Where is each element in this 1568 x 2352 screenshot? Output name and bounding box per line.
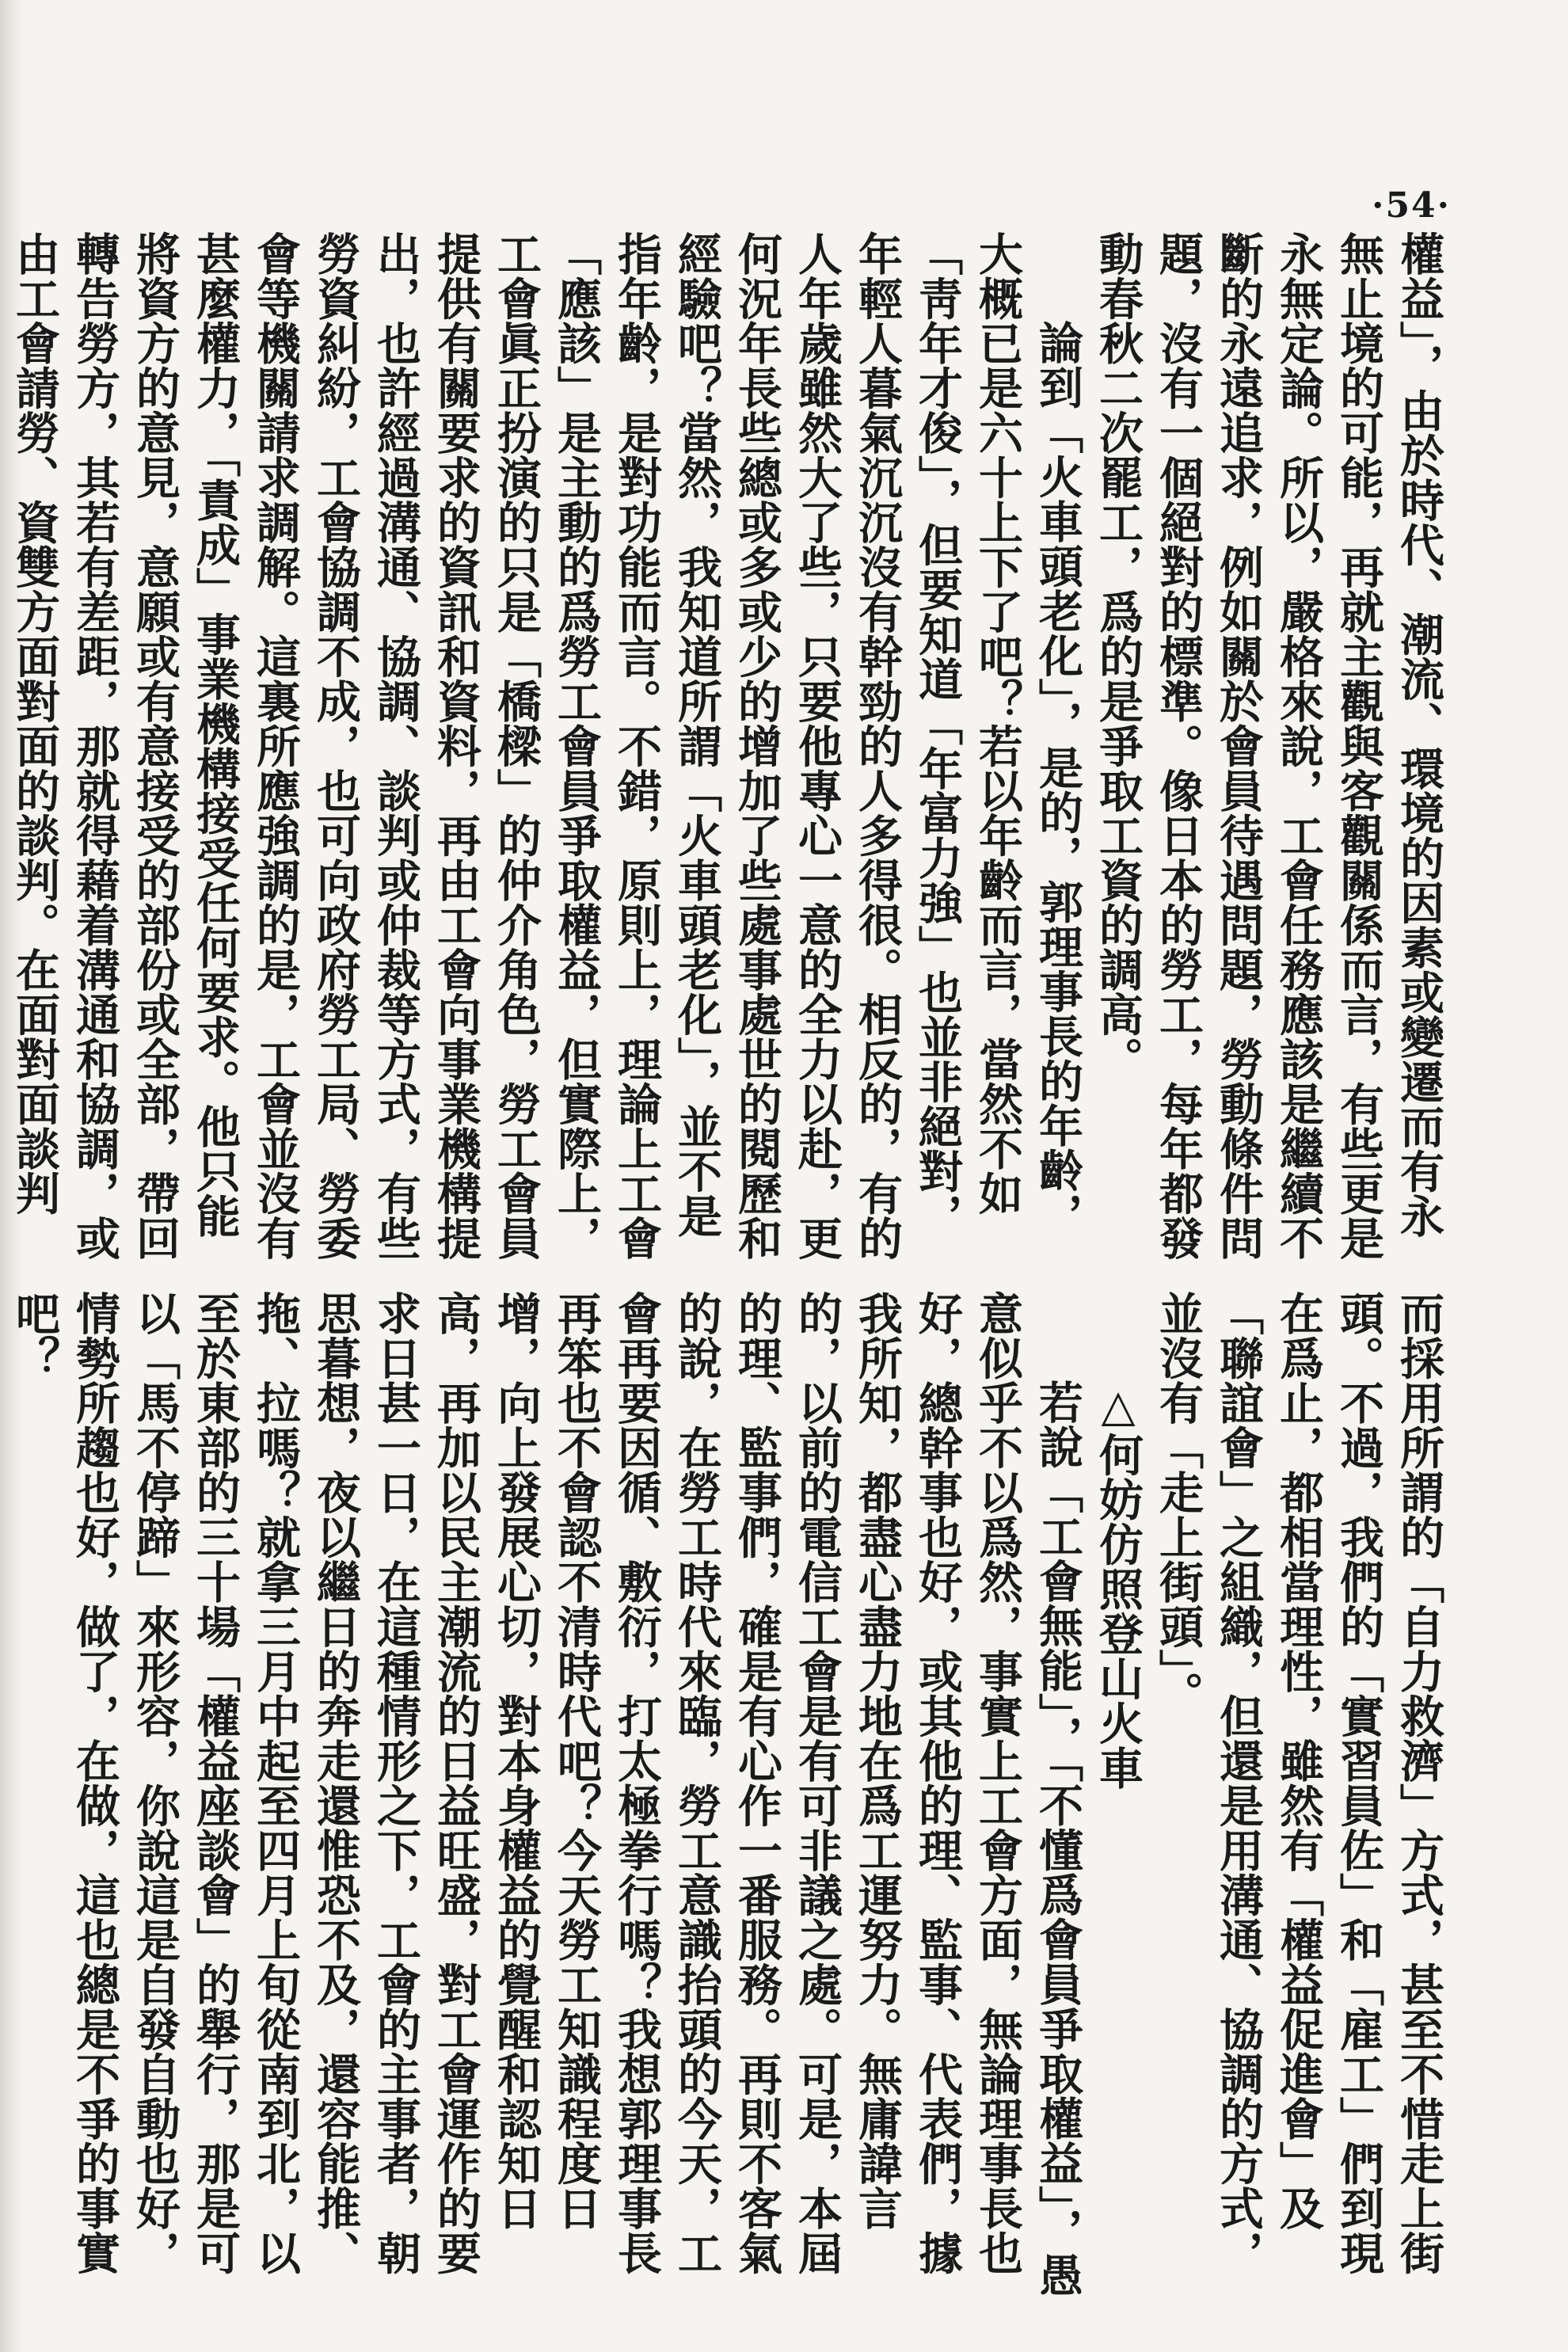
paragraph — [0, 1291, 5, 2312]
paragraph: 而採用所謂的「自力救濟」方式，甚至不惜走上街頭。不過，我們的「實習員佐」和「雇工」們到現在爲止，都相當理性，雖然有「權益促進會」及「聯誼會」之組織，但還是用溝通、協調的方式，並沒有「走上街頭」。 — [1152, 1291, 1445, 2275]
paragraph: 論到「火車頭老化」，是的，郭理事長的年齡，大概已是六十上下了吧？若以年齡而言，當然不如「靑年才俊」，但要知道「年富力強」也並非絕對，年輕人暮氣沉沉沒有幹勁的人多得很。相反的，有的人年歲雖然大了些，只要他專心一意的全力以赴，更何況年長些總或多或少的增加了些處事處世的閱歷和經驗吧？當然，我知道所謂「火車頭老化」，並不是指年齡，是對功能而言。不錯，原則上，理論上工會「應該」是主動的爲勞工會員爭取權益，但實際上，工會眞正扮演的只是「橋樑」的仲介角色，勞工會員提供有關要求的資訊和資料，再由工會向事業機構提出，也許經過溝通、協調、談判或仲裁等方式，有些勞資糾紛，工會協調不成，也可向政府勞工局、勞委會等機關請求調解。這裏所應強調的是，工會並沒有甚麼權力，「責成」事業機構接受任何要求。他只能將資方的意見，意願或有意接受的部份或全部，帶回轉告勞方，其若有差距，那就得藉着溝通和協調，或由工會請勞、資雙方面對面的談判。在面對面談判 — [9, 231, 1084, 1261]
page-number: ·54· — [1372, 185, 1451, 226]
lower-text-block — [0, 1291, 1449, 2312]
upper-text-block — [0, 231, 1449, 1261]
section-heading: △何妨仿照登山火車 — [1092, 1380, 1144, 1791]
paragraph: 權益」，由於時代、潮流、環境的因素或變遷而有永無止境的可能，再就主觀與客觀關係而言，有些更是永無定論。所以，嚴格來說，工會任務應該是繼續不斷的永遠追求，例如關於會員待遇問題，勞動條件問題，沒有一個絕對的標準。像日本的勞工，每年都發動春秋二次罷工，爲的是爭取工資的調高。 — [1092, 231, 1445, 1261]
paragraph: 若說「工會無能」，「不懂爲會員爭取權益」，愚意似乎不以爲然，事實上工會方面，無論理事長也好，總幹事也好，或其他的理、監事、代表們，據我所知，都盡心盡力地在爲工運努力。無庸諱言的，以前的電信工會是有可非議之處。可是，本屆的理、監事們，確是有心作一番服務。再則不客氣的說，在勞工時代來臨，勞工意識抬頭的今天，工會再要因循、敷衍，打太極拳行嗎？我想郭理事長再笨也不會認不清時代吧？今天勞工知識程度日增，向上發展心切，對本身權益的覺醒和認知日高，再加以民主潮流的日益旺盛，對工會運作的要求日甚一日，在這種情形之下，工會的主事者，朝思暮想，夜以繼日的奔走還惟恐不及，還容能推、拖、拉嗎？就拿三月中起至四月上旬從南到北，以至於東部的三十場「權益座談會」的舉行，那是可以「馬不停蹄」來形容，你說這是自發自動也好，情勢所趨也好，做了，在做，這也總是不爭的事實吧？ — [9, 1291, 1084, 2297]
